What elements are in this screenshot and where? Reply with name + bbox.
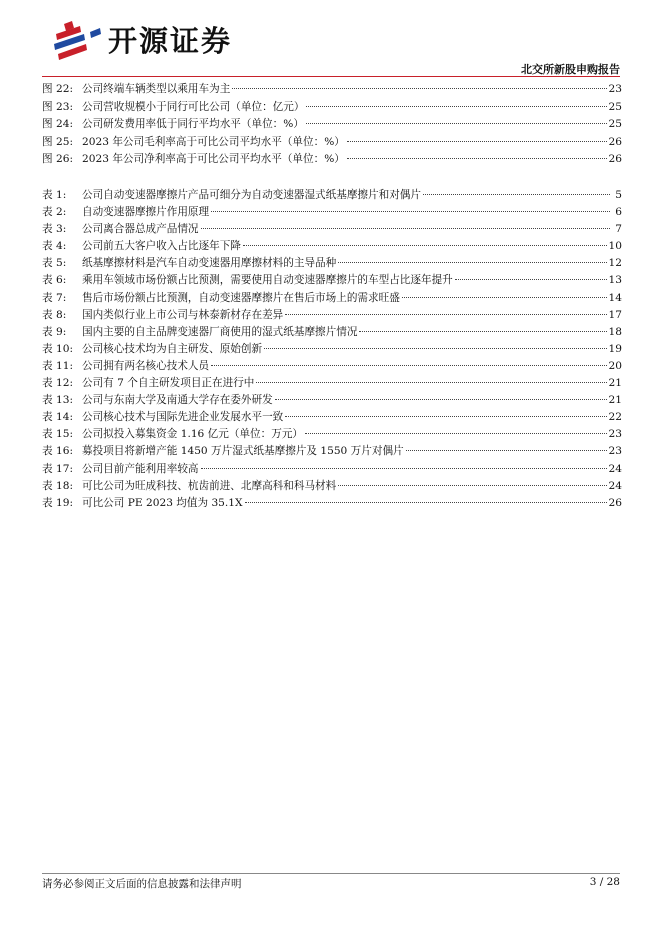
- toc-entry-label: 表 17:: [42, 462, 74, 475]
- toc-entry[interactable]: [42, 392, 622, 409]
- footer-disclaimer: 请务必参阅正文后面的信息披露和法律声明: [42, 878, 242, 890]
- toc-entry-title: 纸基摩擦材料是汽车自动变速器用摩擦材料的主导品种: [82, 257, 337, 270]
- toc-entry-title: 售后市场份额占比预测，自动变速器摩擦片在售后市场上的需求旺盛: [82, 291, 400, 304]
- toc-entry-page: 22: [608, 411, 622, 424]
- toc-entry-label: 表 10:: [42, 342, 74, 355]
- toc-entry-page: 13: [608, 274, 622, 287]
- toc-leader-dots: [211, 364, 606, 366]
- toc-entry-page: 24: [608, 479, 622, 492]
- toc-entry-label: 表 3:: [42, 223, 67, 236]
- toc-leader-dots: [285, 415, 606, 417]
- toc-leader-dots: [402, 296, 607, 298]
- toc-entry[interactable]: [42, 272, 622, 289]
- toc-leader-dots: [256, 381, 606, 383]
- toc-entry-title: 公司核心技术与国际先进企业发展水平一致: [82, 411, 284, 424]
- toc-entry-label: 表 12:: [42, 377, 74, 390]
- toc-entry-page: 7: [615, 223, 622, 236]
- toc-entry[interactable]: [42, 255, 622, 272]
- toc-leader-dots: [406, 449, 607, 451]
- toc-entry-label: 图 26:: [42, 153, 74, 165]
- toc-entry[interactable]: [42, 307, 622, 324]
- toc-leader-dots: [338, 261, 606, 263]
- toc-entry-page: 5: [615, 189, 622, 201]
- footer-divider: [42, 873, 620, 874]
- toc-entry-label: 表 16:: [42, 445, 74, 458]
- toc-leader-dots: [306, 105, 606, 107]
- toc-entry-title: 公司营收规模小于同行可比公司（单位：亿元）: [82, 100, 305, 113]
- report-header: [0, 0, 662, 80]
- toc-entry[interactable]: [42, 375, 622, 392]
- toc-entry[interactable]: [42, 409, 622, 426]
- toc-leader-dots: [285, 313, 606, 315]
- toc-entry-label: 表 14:: [42, 411, 74, 424]
- toc-entry-page: 10: [608, 240, 622, 253]
- toc-entry[interactable]: [42, 495, 622, 512]
- toc-entry-title: 公司拟投入募集资金 1.16 亿元（单位：万元）: [82, 428, 304, 441]
- toc-entry[interactable]: [42, 99, 622, 117]
- toc-entry-label: 表 19:: [42, 496, 74, 509]
- toc-entry-label: 表 7:: [42, 291, 67, 304]
- toc-entry-title: 公司研发费用率低于同行平均水平（单位：%）: [82, 118, 304, 130]
- toc-entry-label: 表 6:: [42, 274, 67, 287]
- toc-entry-title: 公司有 7 个自主研发项目正在进行中: [82, 377, 255, 390]
- toc-entry-title: 公司与东南大学及南通大学存在委外研发: [82, 394, 273, 407]
- toc-entry-page: 23: [608, 445, 622, 458]
- toc-entry[interactable]: [42, 461, 622, 478]
- toc-entry-label: 图 22:: [42, 83, 74, 95]
- toc-leader-dots: [338, 484, 606, 486]
- brand-name: 开源证券: [108, 24, 233, 58]
- toc-entry[interactable]: [42, 426, 622, 443]
- toc-entry-label: 表 4:: [42, 240, 67, 253]
- toc-leader-dots: [347, 157, 607, 159]
- toc-entry-label: 图 23:: [42, 100, 74, 113]
- toc-entry-page: 23: [608, 428, 622, 441]
- toc-entry-page: 12: [608, 257, 622, 270]
- toc-entry-title: 可比公司 PE 2023 均值为 35.1X: [82, 496, 243, 509]
- toc-leader-dots: [211, 210, 610, 212]
- toc-leader-dots: [264, 347, 606, 349]
- toc-entry-label: 表 2:: [42, 206, 67, 219]
- toc-entry-title: 公司核心技术均为自主研发、原始创新: [82, 342, 263, 355]
- toc-entry-title: 公司目前产能利用率较高: [82, 462, 199, 475]
- report-type: 北交所新股申购报告: [521, 63, 620, 76]
- toc-entry-page: 25: [608, 100, 622, 113]
- figure-list: [42, 81, 622, 169]
- toc-entry[interactable]: [42, 151, 622, 169]
- toc-entry-label: 表 1:: [42, 189, 67, 201]
- toc-entry-page: 23: [608, 83, 622, 95]
- toc-leader-dots: [245, 501, 607, 503]
- toc-entry-title: 2023 年公司毛利率高于可比公司平均水平（单位：%）: [82, 135, 345, 148]
- toc-entry-page: 26: [608, 496, 622, 509]
- toc-entry-page: 20: [608, 359, 622, 372]
- toc-entry-label: 图 24:: [42, 118, 74, 130]
- toc-leader-dots: [306, 122, 607, 124]
- toc-leader-dots: [455, 278, 607, 280]
- toc-entry-page: 26: [608, 153, 622, 165]
- toc-entry-label: 表 11:: [42, 359, 74, 372]
- toc-entry-label: 图 25:: [42, 135, 74, 148]
- toc-leader-dots: [201, 467, 607, 469]
- toc-entry-title: 公司离合器总成产品情况: [82, 223, 199, 236]
- toc-entry[interactable]: [42, 204, 622, 221]
- toc-entry-page: 14: [608, 291, 622, 304]
- toc-entry[interactable]: [42, 358, 622, 375]
- toc-leader-dots: [275, 398, 607, 400]
- toc-leader-dots: [347, 140, 607, 142]
- toc-entry[interactable]: [42, 324, 622, 341]
- toc-entry-label: 表 8:: [42, 308, 67, 321]
- toc-entry-label: 表 18:: [42, 479, 74, 492]
- toc-entry[interactable]: [42, 238, 622, 255]
- toc-entry-title: 可比公司为旺成科技、杭齿前进、北摩高科和科马材料: [82, 479, 337, 492]
- toc-entry-title: 公司自动变速器摩擦片产品可细分为自动变速器湿式纸基摩擦片和对偶片: [82, 189, 421, 201]
- toc-entry[interactable]: [42, 341, 622, 358]
- toc-leader-dots: [305, 432, 607, 434]
- toc-entry-title: 自动变速器摩擦片作用原理: [82, 206, 210, 219]
- toc-leader-dots: [423, 193, 610, 195]
- toc-entry-label: 表 5:: [42, 257, 67, 270]
- toc-entry[interactable]: [42, 478, 622, 495]
- toc-entry-page: 17: [608, 308, 622, 321]
- toc-entry-label: 表 9:: [42, 325, 67, 338]
- toc-entry-page: 21: [608, 377, 622, 390]
- page-number: 3 / 28: [589, 876, 620, 888]
- toc-entry[interactable]: [42, 81, 622, 99]
- toc-entry-page: 25: [608, 118, 622, 130]
- toc-entry[interactable]: [42, 187, 622, 204]
- toc-entry-title: 公司终端车辆类型以乘用车为主: [82, 83, 231, 95]
- toc-entry[interactable]: [42, 134, 622, 152]
- toc-leader-dots: [232, 87, 606, 89]
- toc-entry-page: 26: [608, 135, 622, 148]
- toc-entry-title: 2023 年公司净利率高于可比公司平均水平（单位：%）: [82, 153, 345, 165]
- toc-entry[interactable]: [42, 116, 622, 134]
- toc-entry-title: 公司前五大客户收入占比逐年下降: [82, 240, 241, 253]
- toc-entry-page: 18: [608, 325, 622, 338]
- toc-entry-page: 24: [608, 462, 622, 475]
- toc-entry-label: 表 15:: [42, 428, 74, 441]
- toc-entry-title: 国内主要的自主品牌变速器厂商使用的湿式纸基摩擦片情况: [82, 325, 358, 338]
- toc-entry[interactable]: [42, 221, 622, 238]
- toc-entry-label: 表 13:: [42, 394, 74, 407]
- toc-entry[interactable]: [42, 443, 622, 460]
- toc-leader-dots: [201, 227, 610, 229]
- toc-entry-title: 公司拥有两名核心技术人员: [82, 359, 210, 372]
- header-divider: [42, 76, 620, 77]
- toc-entry-title: 乘用车领域市场份额占比预测，需要使用自动变速器摩擦片的车型占比逐年提升: [82, 274, 453, 287]
- toc-entry-page: 19: [608, 342, 622, 355]
- toc-entry-page: 6: [615, 206, 622, 219]
- toc-entry[interactable]: [42, 290, 622, 307]
- toc-leader-dots: [243, 244, 607, 246]
- toc-entry-title: 募投项目将新增产能 1450 万片湿式纸基摩擦片及 1550 万片对偶片: [82, 445, 404, 458]
- toc-entry-page: 21: [608, 394, 622, 407]
- toc-leader-dots: [359, 330, 606, 332]
- toc-entry-title: 国内类似行业上市公司与林泰新材存在差异: [82, 308, 284, 321]
- table-list: [42, 187, 622, 512]
